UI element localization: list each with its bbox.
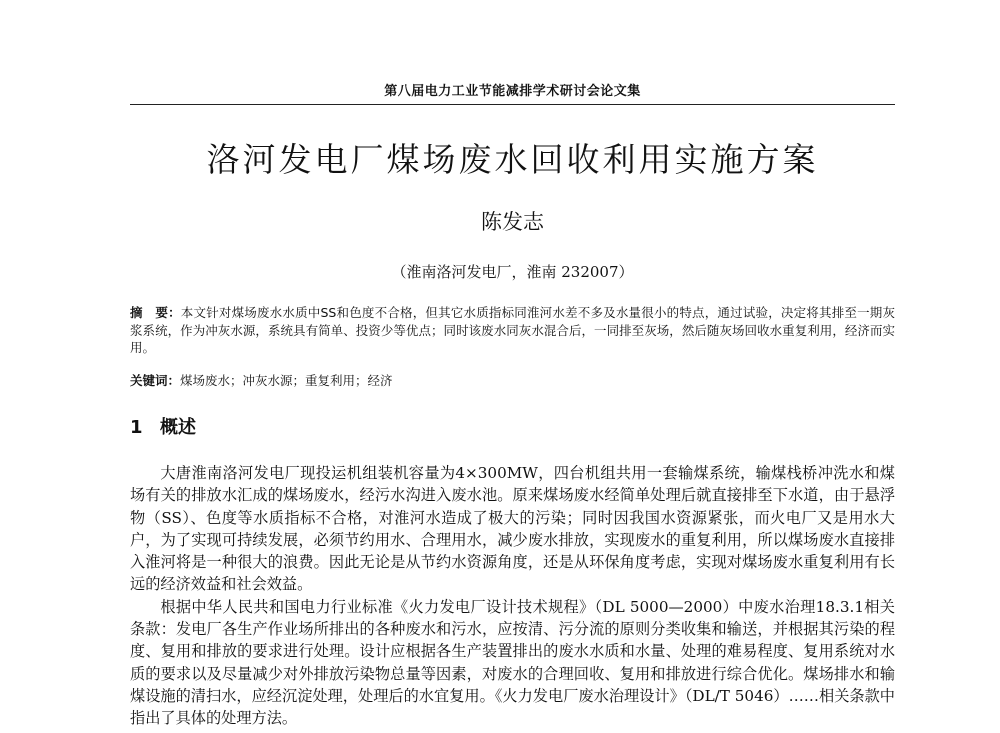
body-paragraph: 根据中华人民共和国电力行业标准《火力发电厂设计技术规程》（DL 5000—2000）中废水治理18.3.1相关条款：发电厂各生产作业场所排出的各种废水和污水，应按清、污分流的原则分类收集和输送，并根据其污染的程度、复用和排放的要求进行处理。设计应根据各生产装置排出的废水水质和水量、处理的难易程度、复用系统对水质的要求以及尽量减少对外排放污染物总量等因素，对废水的合理回收、复用和排放进行综合优化。煤场排水和输煤设施的清扫水，应经沉淀处理，处理后的水宜复用。《火力发电厂废水治理设计》（DL/T 5046）……相关条款中指出了具体的处理方法。	[130, 597, 895, 728]
keywords	[130, 371, 895, 389]
abstract-text: 本文针对煤场废水水质中SS和色度不合格，但其它水质指标同淮河水差不多及水量很小的特点，通过试验，决定将其排至一期灰浆系统，作为冲灰水源，系统具有简单、投资少等优点；同时该废水同灰水混合后，一同排至灰场，然后随灰场回收水重复利用，经济而实用。	[130, 305, 895, 355]
section-title: 概述	[160, 417, 196, 438]
header-rule	[130, 104, 895, 105]
running-header: 第八届电力工业节能减排学术研讨会论文集	[384, 84, 641, 99]
keywords-text: 煤场废水；冲灰水源；重复利用；经济	[180, 373, 393, 388]
author-name: 陈发志	[481, 210, 544, 234]
abstract-label: 摘 要：	[130, 305, 181, 320]
body-paragraph: 大唐淮南洛河发电厂现投运机组装机容量为4×300MW，四台机组共用一套输煤系统，输煤栈桥冲洗水和煤场有关的排放水汇成的煤场废水，经污水沟进入废水池。原来煤场废水经简单处理后就直接排至下水道，由于悬浮物（SS）、色度等水质指标不合格，对淮河水造成了极大的污染；同时因我国水资源紧张，而火电厂又是用水大户，为了实现可持续发展，必须节约用水、合理用水，减少废水排放，实现废水的重复利用，所以煤场废水直接排入淮河将是一种很大的浪费。因此无论是从节约水资源角度，还是从环保角度考虑，实现对煤场废水重复利用有长远的经济效益和社会效益。	[130, 464, 895, 594]
keywords-label: 关键词：	[130, 373, 181, 388]
paper-title: 洛河发电厂煤场废水回收利用实施方案	[206, 140, 819, 179]
abstract	[130, 304, 895, 357]
section-number: 1	[130, 417, 143, 438]
section-body	[130, 462, 895, 730]
author-affiliation: （淮南洛河发电厂，淮南 232007）	[391, 263, 634, 281]
section-heading	[130, 413, 196, 439]
